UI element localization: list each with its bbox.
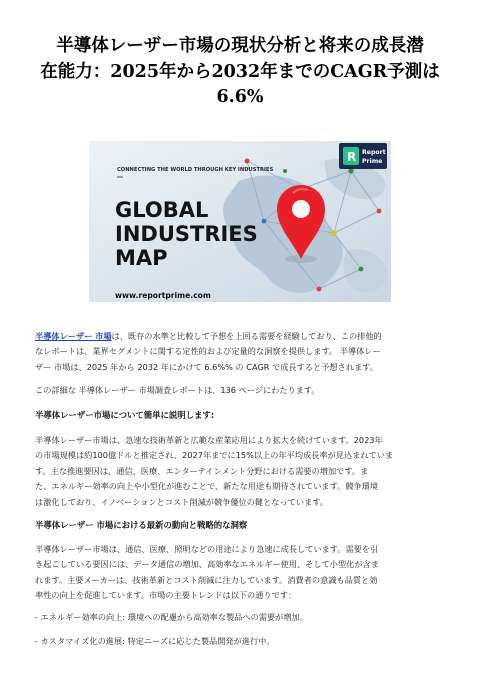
intro-line-3: ザー 市場は、2025 年から 2032 年にかけて 6.6%% の CAGR で成長すると予想されます。 (35, 361, 378, 372)
section-2-line: れます。主要メーカーは、技術革新とコスト削減に注力しています。消費者の意識も品質と効 (35, 574, 378, 585)
section-1-line: す。主な推進要因は、通信、医療、エンターテインメント分野における需要の増加です。ま (35, 465, 369, 476)
market-link[interactable]: 半導体レーザー 市場 (35, 331, 112, 341)
hero-url: www.reportprime.com (115, 291, 211, 300)
intro-paragraph (35, 329, 447, 375)
hero-heading-line-1: GLOBAL (115, 198, 209, 222)
hero-tagline: CONNECTING THE WORLD THROUGH KEY INDUSTRIES (117, 167, 274, 173)
title-line-1: 半導体レーザー市場の現状分析と将来の成長潜 (56, 36, 424, 56)
intro-line-1: は、既存の水準と比較して予想を上回る需要を経験しており、この排他的 (111, 331, 382, 341)
page-title (30, 34, 450, 111)
hero-image (89, 141, 391, 302)
section-2-paragraph (35, 542, 447, 604)
logo-text-line-1: Report (362, 149, 386, 156)
intro-line-2: なレポートは、業界セグメントに関する定性的および定量的な洞察を提供します。 半導体レー (35, 346, 381, 357)
logo-letter: R (347, 150, 357, 164)
hero-heading-line-2: INDUSTRIES (115, 222, 258, 246)
section-2-heading: 半導体レーザー 市場における最新の動向と戦略的な洞察 (35, 520, 248, 530)
section-1-line: た、エネルギー効率の向上や小型化が進むことで、新たな用途も期待されています。競争環境 (35, 481, 379, 492)
section-1-line: の市場規模は約100億ドルと推定され、2027年までに15%以上の年平均成長率が見込まれていま (35, 450, 394, 461)
hero-illustration (89, 141, 391, 302)
title-line-2: 在能力：2025年から2032年までのCAGR予測は (40, 61, 440, 82)
section-1-line: 半導体レーザー市場は、急速な技術革新と広範な産業応用により拡大を続けています。2023年 (35, 435, 383, 445)
bullet-item: - エネルギー効率の向上: 環境への配慮から高効率な製品への需要が増加。 (35, 612, 308, 622)
section-2-line: き起こしている要因には、データ通信の増加、高効率なエネルギー使用、そして小型化が含ま (35, 559, 379, 570)
logo-text-line-2: Prime (362, 158, 383, 165)
report-prime-logo (339, 143, 387, 169)
section-1-line: は激化しており、イノベーションとコスト削減が競争優位の鍵となっています。 (35, 496, 328, 507)
section-2-line: 率性の向上を促進しています。市場の主要トレンドは以下の通りです： (35, 590, 297, 601)
hero-heading-line-3: MAP (115, 246, 168, 270)
report-pages-paragraph: この詳細な 半導体レーザー 市場調査レポートは、136 ページにわたります。 (35, 385, 320, 395)
title-line-3: 6.6% (216, 87, 264, 107)
section-2-line: 半導体レーザー市場は、通信、医療、照明などの用途により急速に成長しています。需要を引 (35, 544, 379, 554)
section-1-heading: 半導体レーザー市場について簡単に説明します: (35, 410, 215, 420)
bullet-item: - カスタマイズ化の進展: 特定ニーズに応じた製品開発が進行中。 (35, 636, 275, 646)
section-1-paragraph (35, 433, 447, 510)
